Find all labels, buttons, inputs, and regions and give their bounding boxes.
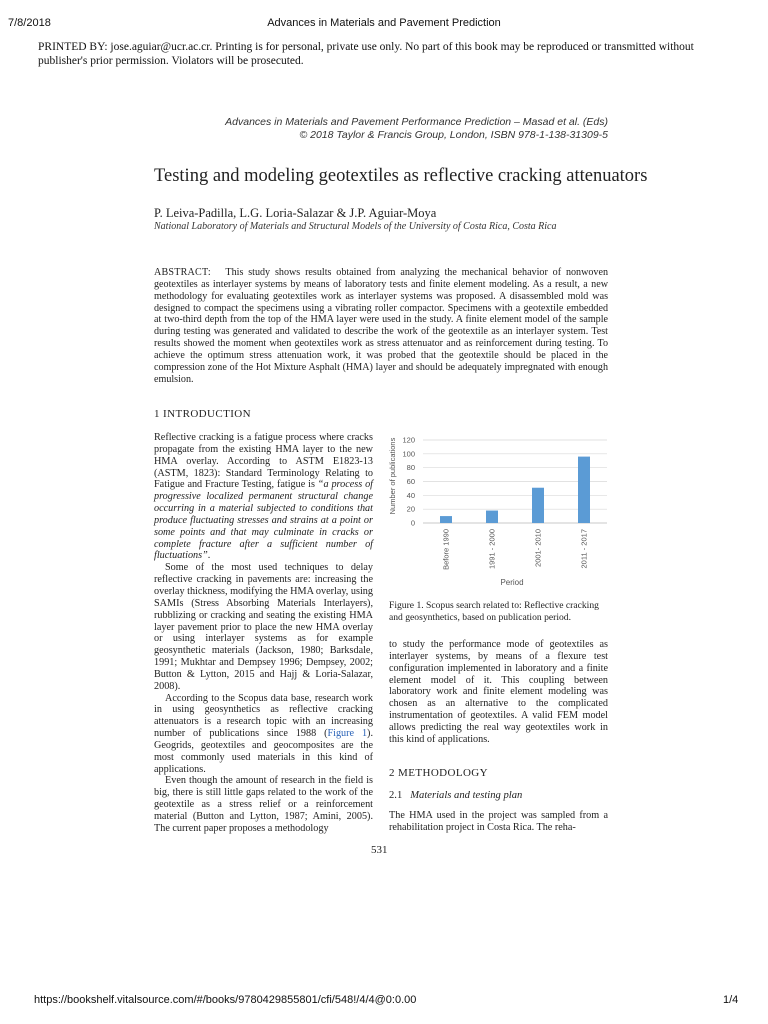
chart-y-tick: 60 <box>406 477 415 486</box>
intro-p1-quote: “a process of progressive localized permanent structural change occurring in a material subjected to conditions that produce fluctuating stresses and strains at a point or some points and that may culminate in cracks or complete fracture after a sufficient number of fluctuations” <box>154 479 373 562</box>
chart-y-tick: 120 <box>402 435 415 445</box>
abstract-text: This study shows results obtained from analyzing the mechanical behavior of nonwoven geotextiles as interlayer systems by means of laboratory tests and finite element modeling. As a result, a new methodology for evaluating geotextiles work as interlayer systems was proposed. A disassembled mold was designed to compact the specimens using a vibrating roller compactor. Specimens with a geotextile embedded at two-third depth from the top of the HMA layer were used in the study. A finite element model of the sample during testing was generated and validated to describe the work of the geotextile as an interlayer system. Test results showed the moment when geotextiles work as stress attenuator and as reinforcement during testing. To achieve the optimum stress attenuation work, it was probed that the geotextile should be placed in the compression zone of the Hot Mixture Asphalt (HMA) layer and should be adequately impregnated with enough emulsion. <box>154 267 608 385</box>
figure-1-link[interactable]: Figure 1 <box>327 728 368 740</box>
page-number: 531 <box>371 844 388 856</box>
paper-affiliation: National Laboratory of Materials and Structural Models of the University of Costa Rica, Costa Rica <box>154 221 557 232</box>
subsection-title: Materials and testing plan <box>410 790 523 801</box>
intro-p3-end: ). Geogrids, geotextiles and geocomposites are the most commonly used materials in this kind of applications. <box>154 728 373 775</box>
chart-y-tick: 20 <box>406 504 415 514</box>
book-reference-line1: Advances in Materials and Pavement Performance Prediction – Masad et al. (Eds) <box>225 116 608 128</box>
abstract <box>154 267 608 385</box>
chart-bar <box>532 488 544 523</box>
abstract-label: ABSTRACT: <box>154 267 211 278</box>
chart-x-tick: 2001- 2010 <box>533 529 543 567</box>
chart-bar <box>578 457 590 523</box>
chart-x-tick-labels <box>442 529 589 570</box>
intro-paragraph-2: Some of the most used techniques to delay reflective cracking in pavements are: increasing the overlay thickness, modifying the HMA overlay, using SAMIs (Stress Absorbing Materials Interlayers), rubblizing or cracking and seating the existing HMA layer pavement prior to place the new HMA overlay or using interlayer systems as for example geosynthetic materials (Jackson, 1980; Barksdale, 1991; Mukhtar and Dempsey 1996; Dempsey, 2002; Button & Lytton, 2015 and Hajj & Loria-Salazar, 2008). <box>154 562 373 692</box>
chart-y-tick: 0 <box>410 518 415 528</box>
book-reference-line2: © 2018 Taylor & Francis Group, London, ISBN 978-1-138-31309-5 <box>299 129 608 141</box>
intro-heading: 1 INTRODUCTION <box>154 408 251 420</box>
book-reference <box>225 116 608 142</box>
figure-1-caption: Figure 1. Scopus search related to: Reflective cracking and geosynthetics, based on publication period. <box>389 600 599 623</box>
intro-paragraph-3 <box>154 693 373 776</box>
chart-x-tick: 1991 - 2000 <box>487 529 497 570</box>
chart-y-tick: 80 <box>406 463 415 473</box>
chart-bar <box>440 516 452 523</box>
right-column-paragraph-2: The HMA used in the project was sampled from a rehabilitation project in Costa Rica. The reha- <box>389 810 608 833</box>
intro-p1-end: . <box>207 550 211 562</box>
chart-x-axis-label: Period <box>500 578 524 587</box>
intro-paragraph-4: Even though the amount of research in the field is big, there is still little gaps related to the work of the geotextile as a stress relief or a reinforcement material (Button and Lytton, 1987; Amini, 2005). The current paper proposes a methodology <box>154 775 373 834</box>
chart-bar <box>486 511 498 523</box>
paper-authors: P. Leiva-Padilla, L.G. Loria-Salazar & J.P. Aguiar-Moya <box>154 206 437 220</box>
intro-p1-start: Reflective cracking is a fatigue process where cracks propagate from the existing HMA layer to the new HMA overlay. According to ASTM E1823-13 (ASTM, 1823): Standard Terminology Relating to Fatigue and Fracture Testing, fatigue is <box>154 432 373 491</box>
chart-x-tick: Before 1990 <box>441 529 451 570</box>
print-page-title: Advances in Materials and Pavement Prediction <box>267 17 501 29</box>
methodology-heading: 2 METHODOLOGY <box>389 767 488 779</box>
print-url[interactable]: https://bookshelf.vitalsource.com/#/books/9780429855801/cfi/548!/4/4@0:0.00 <box>34 994 417 1006</box>
chart-y-tick: 40 <box>406 490 415 500</box>
chart-x-tick: 2011 - 2017 <box>579 529 589 569</box>
chart-y-axis-label: Number of publications <box>388 437 397 515</box>
chart-y-tick: 100 <box>402 449 415 459</box>
print-notice: PRINTED BY: jose.aguiar@ucr.ac.cr. Printing is for personal, private use only. No part of this book may be reproduced or transmitted without publisher's prior permission. Violators will be prosecuted. <box>38 41 694 67</box>
chart-y-tick-labels <box>402 436 415 528</box>
subsection-number: 2.1 <box>389 790 403 801</box>
print-date: 7/8/2018 <box>8 17 51 29</box>
publications-bar-chart <box>385 432 615 597</box>
intro-p3-start: According to the Scopus data base, research work in using geosynthetics as reflective cracking attenuators is a research topic with an increasing number of publications since 1988 ( <box>154 692 373 740</box>
subsection-heading <box>389 790 522 801</box>
print-page-count: 1/4 <box>723 994 739 1006</box>
paper-title: Testing and modeling geotextiles as reflective cracking attenuators <box>154 166 648 186</box>
left-column <box>154 432 373 835</box>
intro-paragraph-1 <box>154 432 373 562</box>
right-column-paragraph-1: to study the performance mode of geotextiles as interlayer systems, by means of a flexure test configuration implemented in laboratory and a finite element model of it. This coupling between laboratory work and finite element modeling was chosen as an alternative to the complicated instrumentation of geotextiles. A valid FEM model allows predicting the real way geotextiles work in this kind of applications. <box>389 639 608 745</box>
chart-bars <box>440 457 590 523</box>
